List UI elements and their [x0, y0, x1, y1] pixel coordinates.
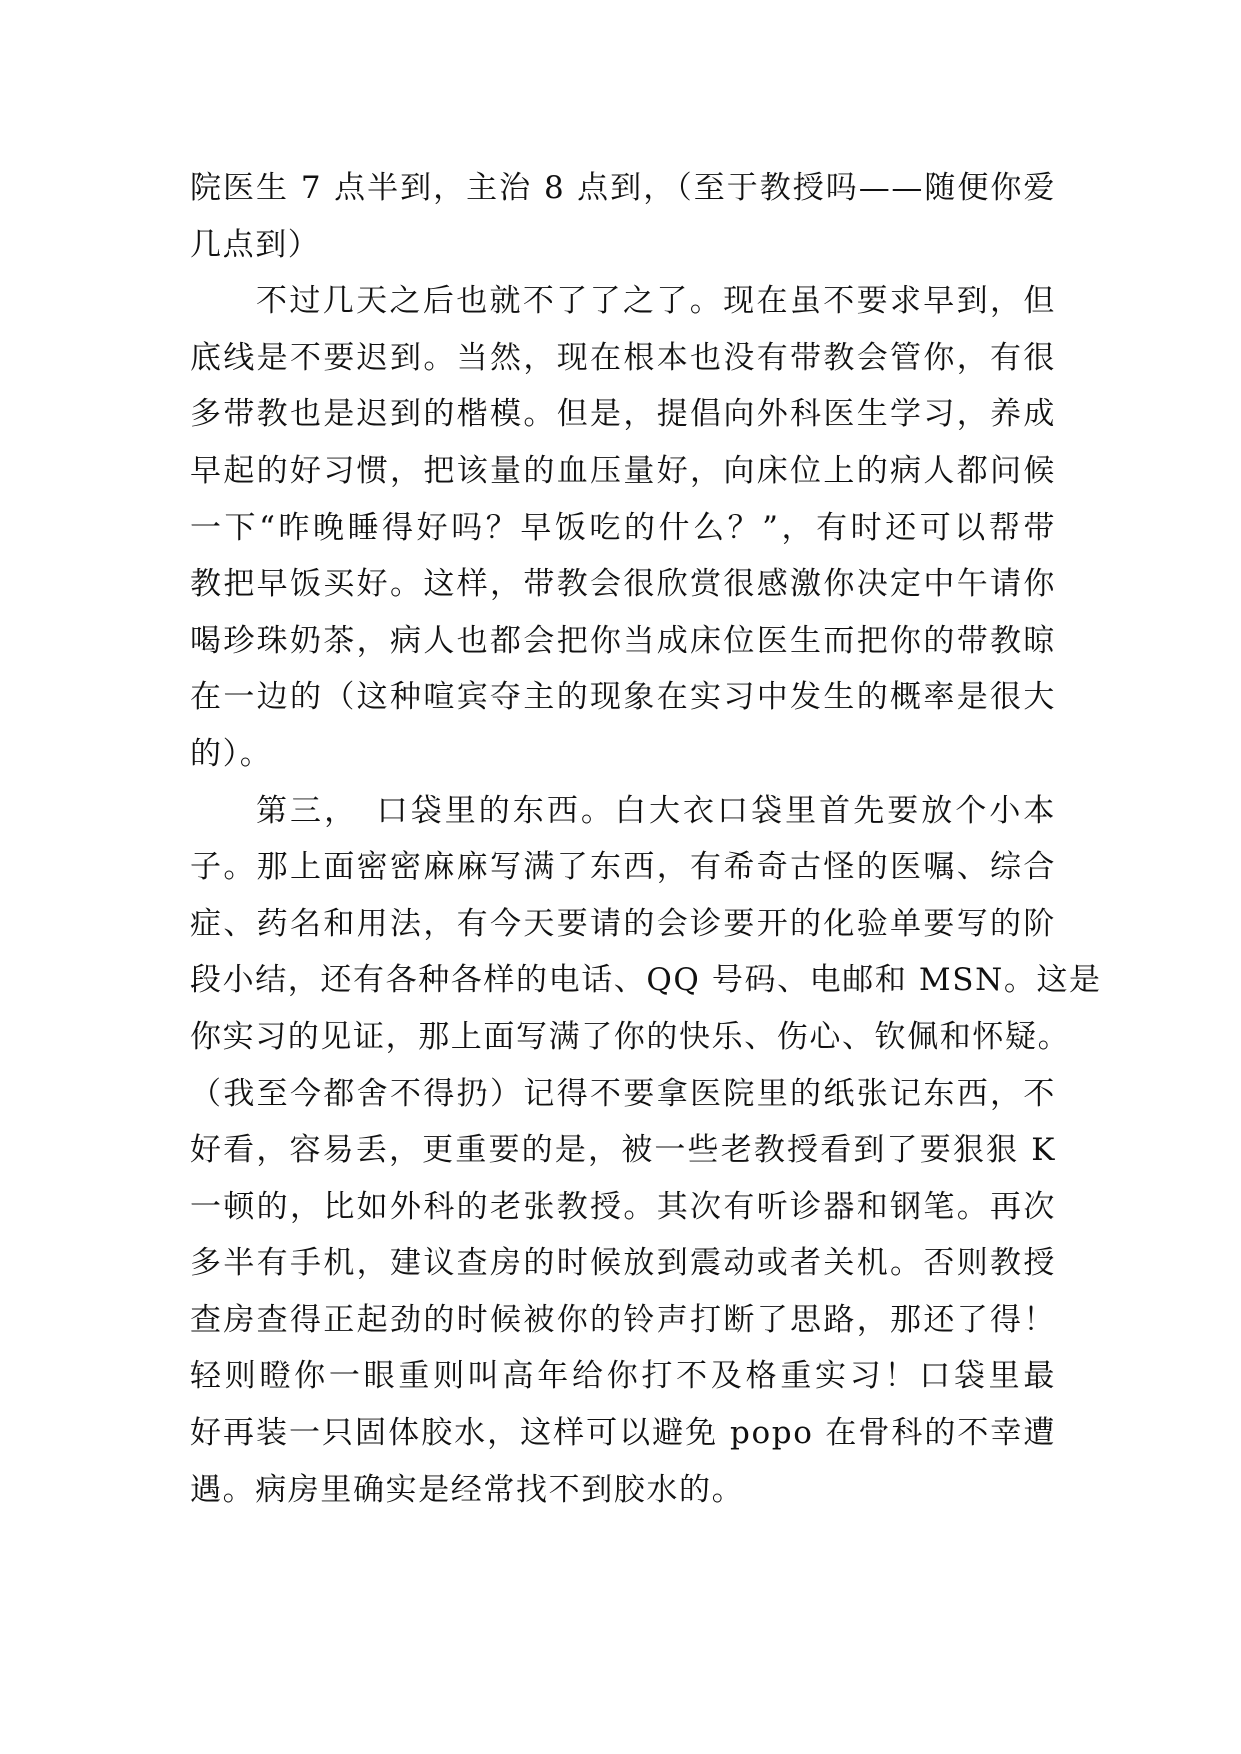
text-line: 好看，容易丢，更重要的是，被一些老教授看到了要狠狠 K [190, 1132, 1056, 1169]
text-line: 症、药名和用法，有今天要请的会诊要开的化验单要写的阶 [190, 905, 1056, 942]
text-line: 子。那上面密密麻麻写满了东西，有希奇古怪的医嘱、综合 [190, 849, 1056, 886]
text-line: 一顿的，比如外科的老张教授。其次有听诊器和钢笔。再次 [190, 1188, 1056, 1225]
text-line: 底线是不要迟到。当然，现在根本也没有带教会管你，有很 [190, 339, 1056, 376]
text-line: 在一边的（这种喧宾夺主的现象在实习中发生的概率是很大 [190, 679, 1056, 716]
text-line: 院医生 7 点半到，主治 8 点到，（至于教授吗——随便你爱 [190, 170, 1056, 206]
text-line: 段小结，还有各种各样的电话、QQ 号码、电邮和 MSN。这是 [190, 962, 1102, 999]
text-line: 的）。 [190, 735, 273, 772]
text-line: 轻则瞪你一眼重则叫高年给你打不及格重实习！口袋里最 [190, 1358, 1056, 1395]
text-line: 一下“昨晚睡得好吗？早饭吃的什么？”，有时还可以帮带 [190, 509, 1056, 546]
paragraph-first-line: 不过几天之后也就不了了之了。现在虽不要求早到，但 [256, 283, 1056, 320]
text-line: 遇。病房里确实是经常找不到胶水的。 [190, 1471, 745, 1508]
text-line: （我至今都舍不得扔）记得不要拿医院里的纸张记东西，不 [190, 1075, 1056, 1112]
text-line: 查房查得正起劲的时候被你的铃声打断了思路，那还了得！ [190, 1301, 1056, 1338]
text-line: 你实习的见证，那上面写满了你的快乐、伤心、钦佩和怀疑。 [190, 1018, 1071, 1055]
text-line: 多带教也是迟到的楷模。但是，提倡向外科医生学习，养成 [190, 396, 1056, 433]
text-line: 教把早饭买好。这样，带教会很欣赏很感激你决定中午请你 [190, 566, 1056, 603]
body-text [190, 160, 1102, 1518]
text-line: 几点到） [190, 226, 321, 263]
text-line: 喝珍珠奶茶，病人也都会把你当成床位医生而把你的带教晾 [190, 622, 1056, 659]
paragraph-first-line: 第三， 口袋里的东西。白大衣口袋里首先要放个小本 [256, 792, 1056, 829]
text-line: 好再装一只固体胶水，这样可以避免 popo 在骨科的不幸遭 [190, 1415, 1056, 1452]
text-line: 多半有手机，建议查房的时候放到震动或者关机。否则教授 [190, 1245, 1056, 1282]
text-line: 早起的好习惯，把该量的血压量好，向床位上的病人都问候 [190, 452, 1056, 489]
